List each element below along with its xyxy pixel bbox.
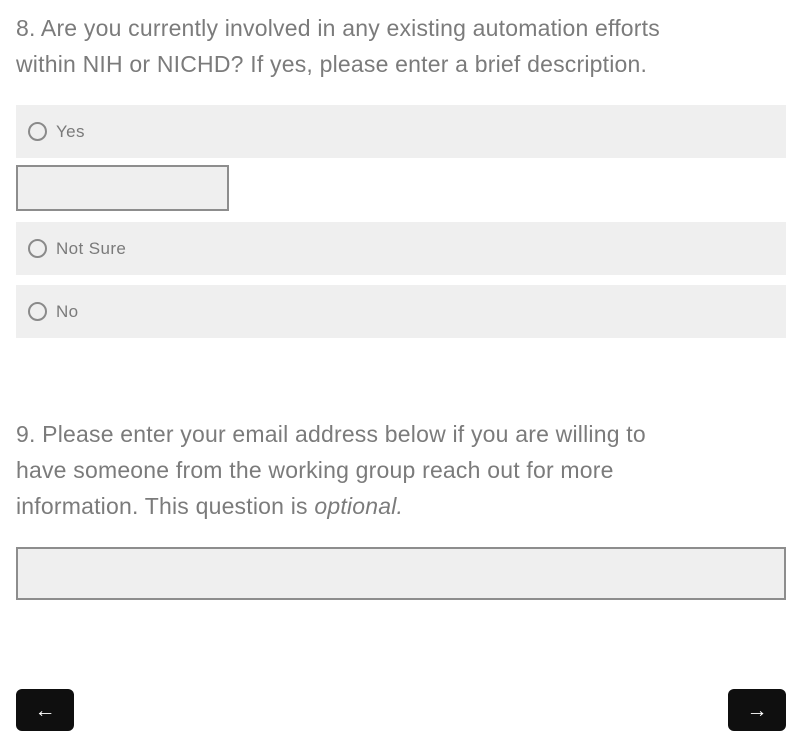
radio-option-yes[interactable] [16,105,786,158]
question-8-title-line-2: within NIH or NICHD? If yes, please enter a brief description. [16,51,648,77]
question-9-title-line-2: have someone from the working group reach out for more [16,457,614,483]
previous-button[interactable] [16,689,74,731]
radio-label-yes: Yes [56,121,85,141]
radio-label-no: No [56,301,79,321]
question-9-optional-emphasis: optional. [314,493,404,519]
arrow-left-icon: ← [34,698,56,722]
question-8-title-line-1: 8. Are you currently involved in any existing automation efforts [16,15,660,41]
radio-icon-no[interactable] [28,302,47,321]
email-input[interactable] [16,547,786,600]
next-button[interactable] [728,689,786,731]
question-9-title [16,416,786,524]
question-9-title-line-1: 9. Please enter your email address below if you are willing to [16,421,646,447]
radio-icon-not-sure[interactable] [28,239,47,258]
navigation-row [16,689,786,731]
question-9-title-line-3-prefix: information. This question is [16,493,315,519]
radio-icon-yes[interactable] [28,122,47,141]
description-input[interactable] [16,165,229,211]
arrow-right-icon: → [746,698,768,722]
question-8-title [16,0,786,82]
radio-label-not-sure: Not Sure [56,238,127,258]
radio-option-not-sure[interactable] [16,222,786,275]
question-9-title-line-3 [16,488,786,524]
radio-option-no[interactable] [16,285,786,338]
